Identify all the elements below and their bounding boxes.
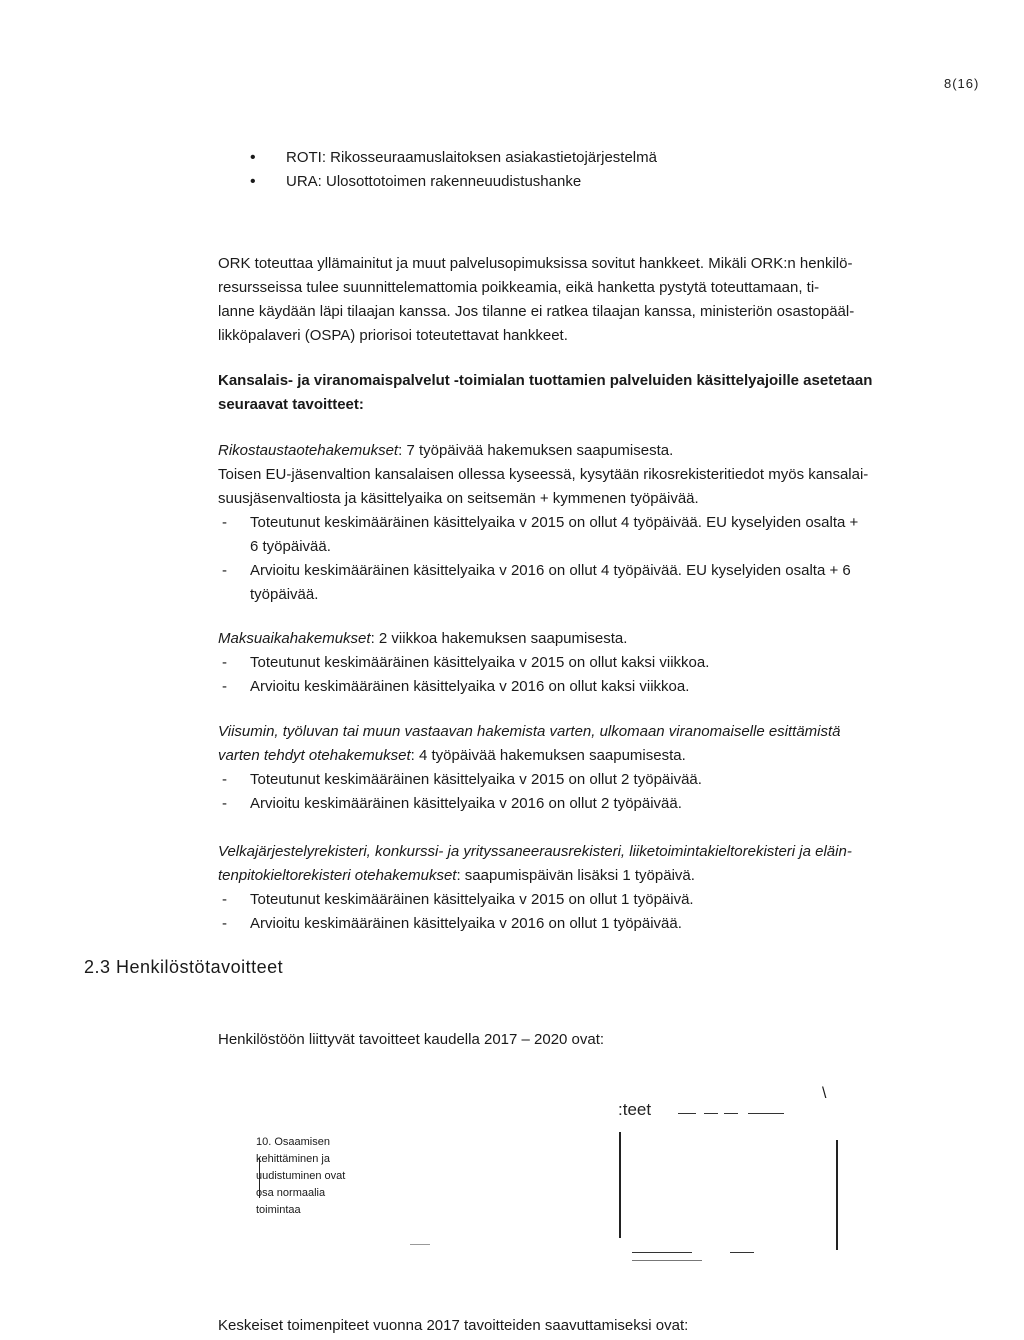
dash-item: - Arvioitu keskimääräinen käsittelyaika v 2016 on ollut kaksi viikkoa.: [218, 675, 1010, 699]
text-line: 6 työpäivää.: [250, 538, 331, 555]
figure-rule: [748, 1113, 784, 1114]
figure-divider: [619, 1132, 621, 1238]
section-target: : saapumispäivän lisäksi 1 työpäivä.: [456, 867, 695, 884]
system-list: [250, 146, 657, 194]
figure-rule: [632, 1252, 692, 1253]
figure-divider: [836, 1140, 838, 1250]
text-line: resursseissa tulee suunnittelemattomia poikkeamia, eikä hanketta pystytä toteuttamaan, ti-: [218, 279, 820, 296]
figure-rule: [678, 1113, 696, 1114]
figure-rule: [704, 1113, 718, 1114]
figure-mark: \: [822, 1085, 827, 1102]
dash-item: - Arvioitu keskimääräinen käsittelyaika v 2016 on ollut 1 työpäivää.: [218, 912, 1010, 936]
text-line: likköpalaveri (OSPA) priorisoi toteutettavat hankkeet.: [218, 327, 568, 344]
dash-item: - Toteutunut keskimääräinen käsittelyaika v 2015 on ollut kaksi viikkoa.: [218, 651, 1010, 675]
text-line: Toisen EU-jäsenvaltion kansalaisen ollessa kyseessä, kysytään rikosrekisteritiedot myös kansalai-: [218, 466, 869, 483]
section-viisumi: [218, 720, 1010, 816]
section-label: varten tehdyt otehakemukset: [218, 747, 411, 764]
text-line: ORK toteuttaa yllämainitut ja muut palvelusopimuksissa sovitut hankkeet. Mikäli ORK:n henkilö-: [218, 255, 853, 272]
section-rikostausta: [218, 439, 1010, 607]
figure-rule: [730, 1252, 754, 1253]
section-rekisterit: [218, 840, 1010, 936]
section-maksuaika: [218, 627, 1010, 699]
list-item: • ROTI: Rikosseuraamuslaitoksen asiakastietojärjestelmä: [250, 146, 657, 170]
dash-item: - Arvioitu keskimääräinen käsittelyaika v 2016 on ollut 2 työpäivää.: [218, 792, 1010, 816]
text-line: osa normaalia: [256, 1187, 326, 1199]
footer-line: Keskeiset toimenpiteet vuonna 2017 tavoitteiden saavuttamiseksi ovat:: [218, 1317, 689, 1334]
section-target: : 4 työpäivää hakemuksen saapumisesta.: [410, 747, 686, 764]
section-target: : 7 työpäivää hakemuksen saapumisesta.: [398, 442, 674, 459]
intro-paragraph: [218, 252, 1010, 348]
page-number: 8(16): [944, 76, 980, 91]
figure-box: [256, 1134, 376, 1219]
text-line: 10. Osaamisen: [256, 1136, 330, 1148]
staff-intro: Henkilöstöön liittyvät tavoitteet kaudella 2017 – 2020 ovat:: [218, 1031, 605, 1048]
figure-title: :teet: [618, 1100, 652, 1119]
section-label: tenpitokieltorekisteri otehakemukset: [218, 867, 457, 884]
dash-item: [218, 559, 1010, 607]
text-line: seuraavat tavoitteet:: [218, 396, 364, 413]
text-line: Kansalais- ja viranomaispalvelut -toimialan tuottamien palveluiden käsittelyajoille asetetaan: [218, 372, 873, 389]
text-line: suusjäsenvaltiosta ja käsittelyaika on seitsemän + kymmenen työpäivää.: [218, 490, 699, 507]
text-line: - Arvioitu keskimääräinen käsittelyaika v 2016 on ollut 4 työpäivää. EU kyselyiden osalta + 6: [250, 562, 851, 579]
text-line: uudistuminen ovat: [256, 1170, 346, 1182]
text-line: työpäivää.: [250, 586, 319, 603]
text-line: toimintaa: [256, 1204, 301, 1216]
text-line: lanne käydään läpi tilaajan kanssa. Jos tilanne ei ratkea tilaajan kanssa, ministeriön osastopääl-: [218, 303, 855, 320]
section-target: : 2 viikkoa hakemuksen saapumisesta.: [370, 630, 628, 647]
text-line: kehittäminen ja: [256, 1153, 330, 1165]
dash-item: [218, 511, 1010, 559]
goals-intro: [218, 369, 1010, 417]
figure-rule: [724, 1113, 738, 1114]
section-label: Viisumin, työluvan tai muun vastaavan hakemista varten, ulkomaan viranomaiselle esittämistä: [218, 723, 841, 740]
dash-item: - Toteutunut keskimääräinen käsittelyaika v 2015 on ollut 1 työpäivä.: [218, 888, 1010, 912]
section-label: Maksuaikahakemukset: [218, 630, 371, 647]
dash-item: - Toteutunut keskimääräinen käsittelyaika v 2015 on ollut 2 työpäivää.: [218, 768, 1010, 792]
section-label: Velkajärjestelyrekisteri, konkurssi- ja yrityssaneerausrekisteri, liiketoimintakieltorekisteri ja eläin-: [218, 843, 852, 860]
section-heading: 2.3 Henkilöstötavoitteet: [84, 957, 284, 977]
section-label: Rikostaustaotehakemukset: [218, 442, 399, 459]
text-line: - Toteutunut keskimääräinen käsittelyaika v 2015 on ollut 4 työpäivää. EU kyselyiden osalta +: [250, 514, 859, 531]
figure-rule: [410, 1244, 430, 1245]
list-item: • URA: Ulosottotoimen rakenneuudistushanke: [250, 170, 657, 194]
figure-rule: [632, 1260, 702, 1261]
